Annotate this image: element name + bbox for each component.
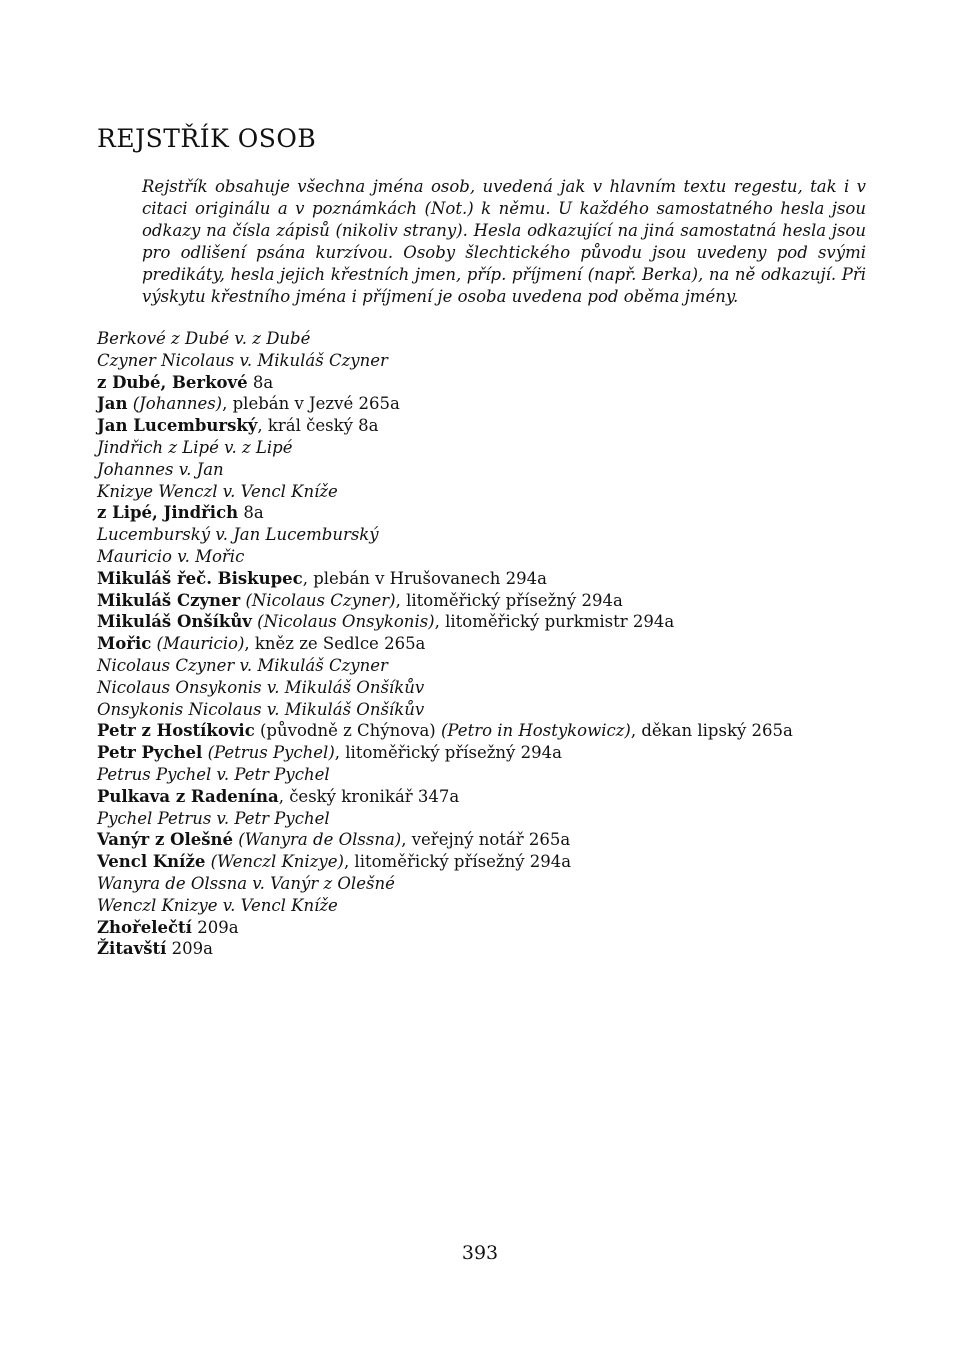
entry-heading: Mikuláš Czyner (97, 590, 241, 610)
entry-text: , veřejný notář 265a (401, 830, 571, 850)
entry-heading: Vencl Kníže (97, 852, 206, 872)
entry-italic-text: Wenczl Knizye v. Vencl Kníže (97, 895, 338, 915)
entry-text: , litoměřický přísežný 294a (334, 743, 562, 763)
entry-italic-text: (Petro in Hostykowicz) (441, 721, 631, 741)
index-entry (97, 546, 897, 568)
entry-heading: Zhořelečtí (97, 917, 192, 937)
entry-italic-text: (Petrus Pychel) (207, 743, 335, 763)
index-entry (97, 851, 897, 873)
index-entry (97, 895, 897, 917)
entry-text: , litoměřický přísežný 294a (343, 852, 572, 872)
intro-paragraph: Rejstřík obsahuje všechna jména osob, uvedená jak v hlavním textu regestu, tak i v citaci originálu a v poznámkách (Not.) k němu. U každého samostatného hesla jsou odkazy na čísla zápisů (nikoliv strany). Hesla odkazující na jiná samostatná hesla jsou pro odlišení psána kurzívou. Osoby šlechtického původu jsou uvedeny pod svými predikáty, hesla jejich křestních jmen, příp. příjmení (např. Berka), na ně odkazují. Při výskytu křestního jména i příjmení je osoba uvedena pod oběma jmény. (142, 177, 866, 306)
page-title: REJSTŘÍK OSOB (97, 124, 317, 153)
entry-text: 209a (191, 917, 239, 937)
index-entry (97, 786, 897, 808)
entry-text: , král český 8a (257, 416, 379, 436)
index-entry (97, 677, 897, 699)
entry-italic-text: Berkové z Dubé v. z Dubé (97, 329, 311, 348)
entry-italic-text: Wanyra de Olssna v. Vanýr z Olešné (97, 873, 395, 893)
entry-italic-text: (Wenczl Knizye) (210, 852, 344, 872)
index-entry (97, 328, 897, 350)
entry-text: , český kronikář 347a (278, 786, 460, 806)
entry-heading: Mikuláš řeč. Biskupec (97, 568, 303, 588)
index-entry (97, 742, 897, 764)
index-list (97, 328, 897, 960)
entry-italic-text: Jindřich z Lipé v. z Lipé (97, 437, 293, 457)
entry-italic-text: (Nicolaus Czyner) (245, 590, 396, 610)
entry-italic-text: Czyner Nicolaus v. Mikuláš Czyner (97, 350, 388, 370)
entry-text: , plebán v Jezvé 265a (222, 394, 400, 414)
entry-italic-text: Lucemburský v. Jan Lucemburský (97, 525, 379, 545)
index-entry (97, 524, 897, 546)
entry-italic-text: (Mauricio) (156, 634, 245, 654)
entry-text: , plebán v Hrušovanech 294a (302, 568, 547, 588)
entry-italic-text: Nicolaus Onsykonis v. Mikuláš Onšíkův (97, 677, 425, 697)
index-entry (97, 350, 897, 372)
entry-heading: Vanýr z Olešné (97, 830, 234, 850)
index-entry (97, 415, 897, 437)
page-number: 393 (461, 1242, 499, 1264)
entry-italic-text: Johannes v. Jan (97, 459, 224, 479)
index-entry (97, 699, 897, 721)
index-entry (97, 633, 897, 655)
index-entry (97, 938, 897, 960)
entry-heading: Mořic (97, 634, 152, 654)
entry-heading: Žitavští (97, 939, 167, 959)
index-entry (97, 481, 897, 503)
index-entry (97, 393, 897, 415)
entry-text: , kněz ze Sedlce 265a (244, 634, 426, 654)
entry-italic-text: (Johannes) (132, 394, 223, 414)
entry-italic-text: (Nicolaus Onsykonis) (257, 612, 435, 632)
entry-heading: Petr Pychel (97, 743, 203, 763)
index-entry (97, 568, 897, 590)
index-entry (97, 459, 897, 481)
index-entry (97, 873, 897, 895)
entry-text: (původně z Chýnova) (254, 721, 441, 741)
index-entry (97, 502, 897, 524)
entry-heading: Pulkava z Radenína (97, 786, 279, 806)
entry-heading: z Dubé, Berkové (97, 372, 248, 392)
entry-italic-text: Onsykonis Nicolaus v. Mikuláš Onšíkův (97, 699, 425, 719)
entry-heading: z Lipé, Jindřich (97, 503, 239, 523)
index-entry (97, 917, 897, 939)
entry-heading: Mikuláš Onšíkův (97, 612, 252, 632)
entry-text: , litoměřický purkmistr 294a (434, 612, 675, 632)
entry-text: 209a (166, 939, 213, 959)
index-entry (97, 372, 897, 394)
entry-text: 8a (247, 372, 274, 392)
index-entry (97, 611, 897, 633)
index-entry (97, 655, 897, 677)
entry-heading: Jan Lucemburský (97, 416, 258, 436)
entry-text: , litoměřický přísežný 294a (395, 590, 623, 610)
entry-italic-text: Knizye Wenczl v. Vencl Kníže (97, 481, 338, 501)
entry-italic-text: Nicolaus Czyner v. Mikuláš Czyner (97, 655, 388, 675)
index-entry (97, 437, 897, 459)
index-entry (97, 590, 897, 612)
entry-italic-text: Pychel Petrus v. Petr Pychel (97, 808, 330, 828)
entry-heading: Petr z Hostíkovic (97, 721, 255, 741)
index-entry (97, 808, 897, 830)
entry-italic-text: Petrus Pychel v. Petr Pychel (97, 764, 330, 784)
entry-italic-text: (Wanyra de Olssna) (238, 830, 402, 850)
entry-heading: Jan (97, 394, 128, 414)
index-entry (97, 720, 897, 742)
entry-text: 8a (238, 503, 264, 523)
entry-text: , děkan lipský 265a (630, 721, 793, 741)
index-entry (97, 764, 897, 786)
index-entry (97, 829, 897, 851)
entry-italic-text: Mauricio v. Mořic (97, 546, 245, 566)
